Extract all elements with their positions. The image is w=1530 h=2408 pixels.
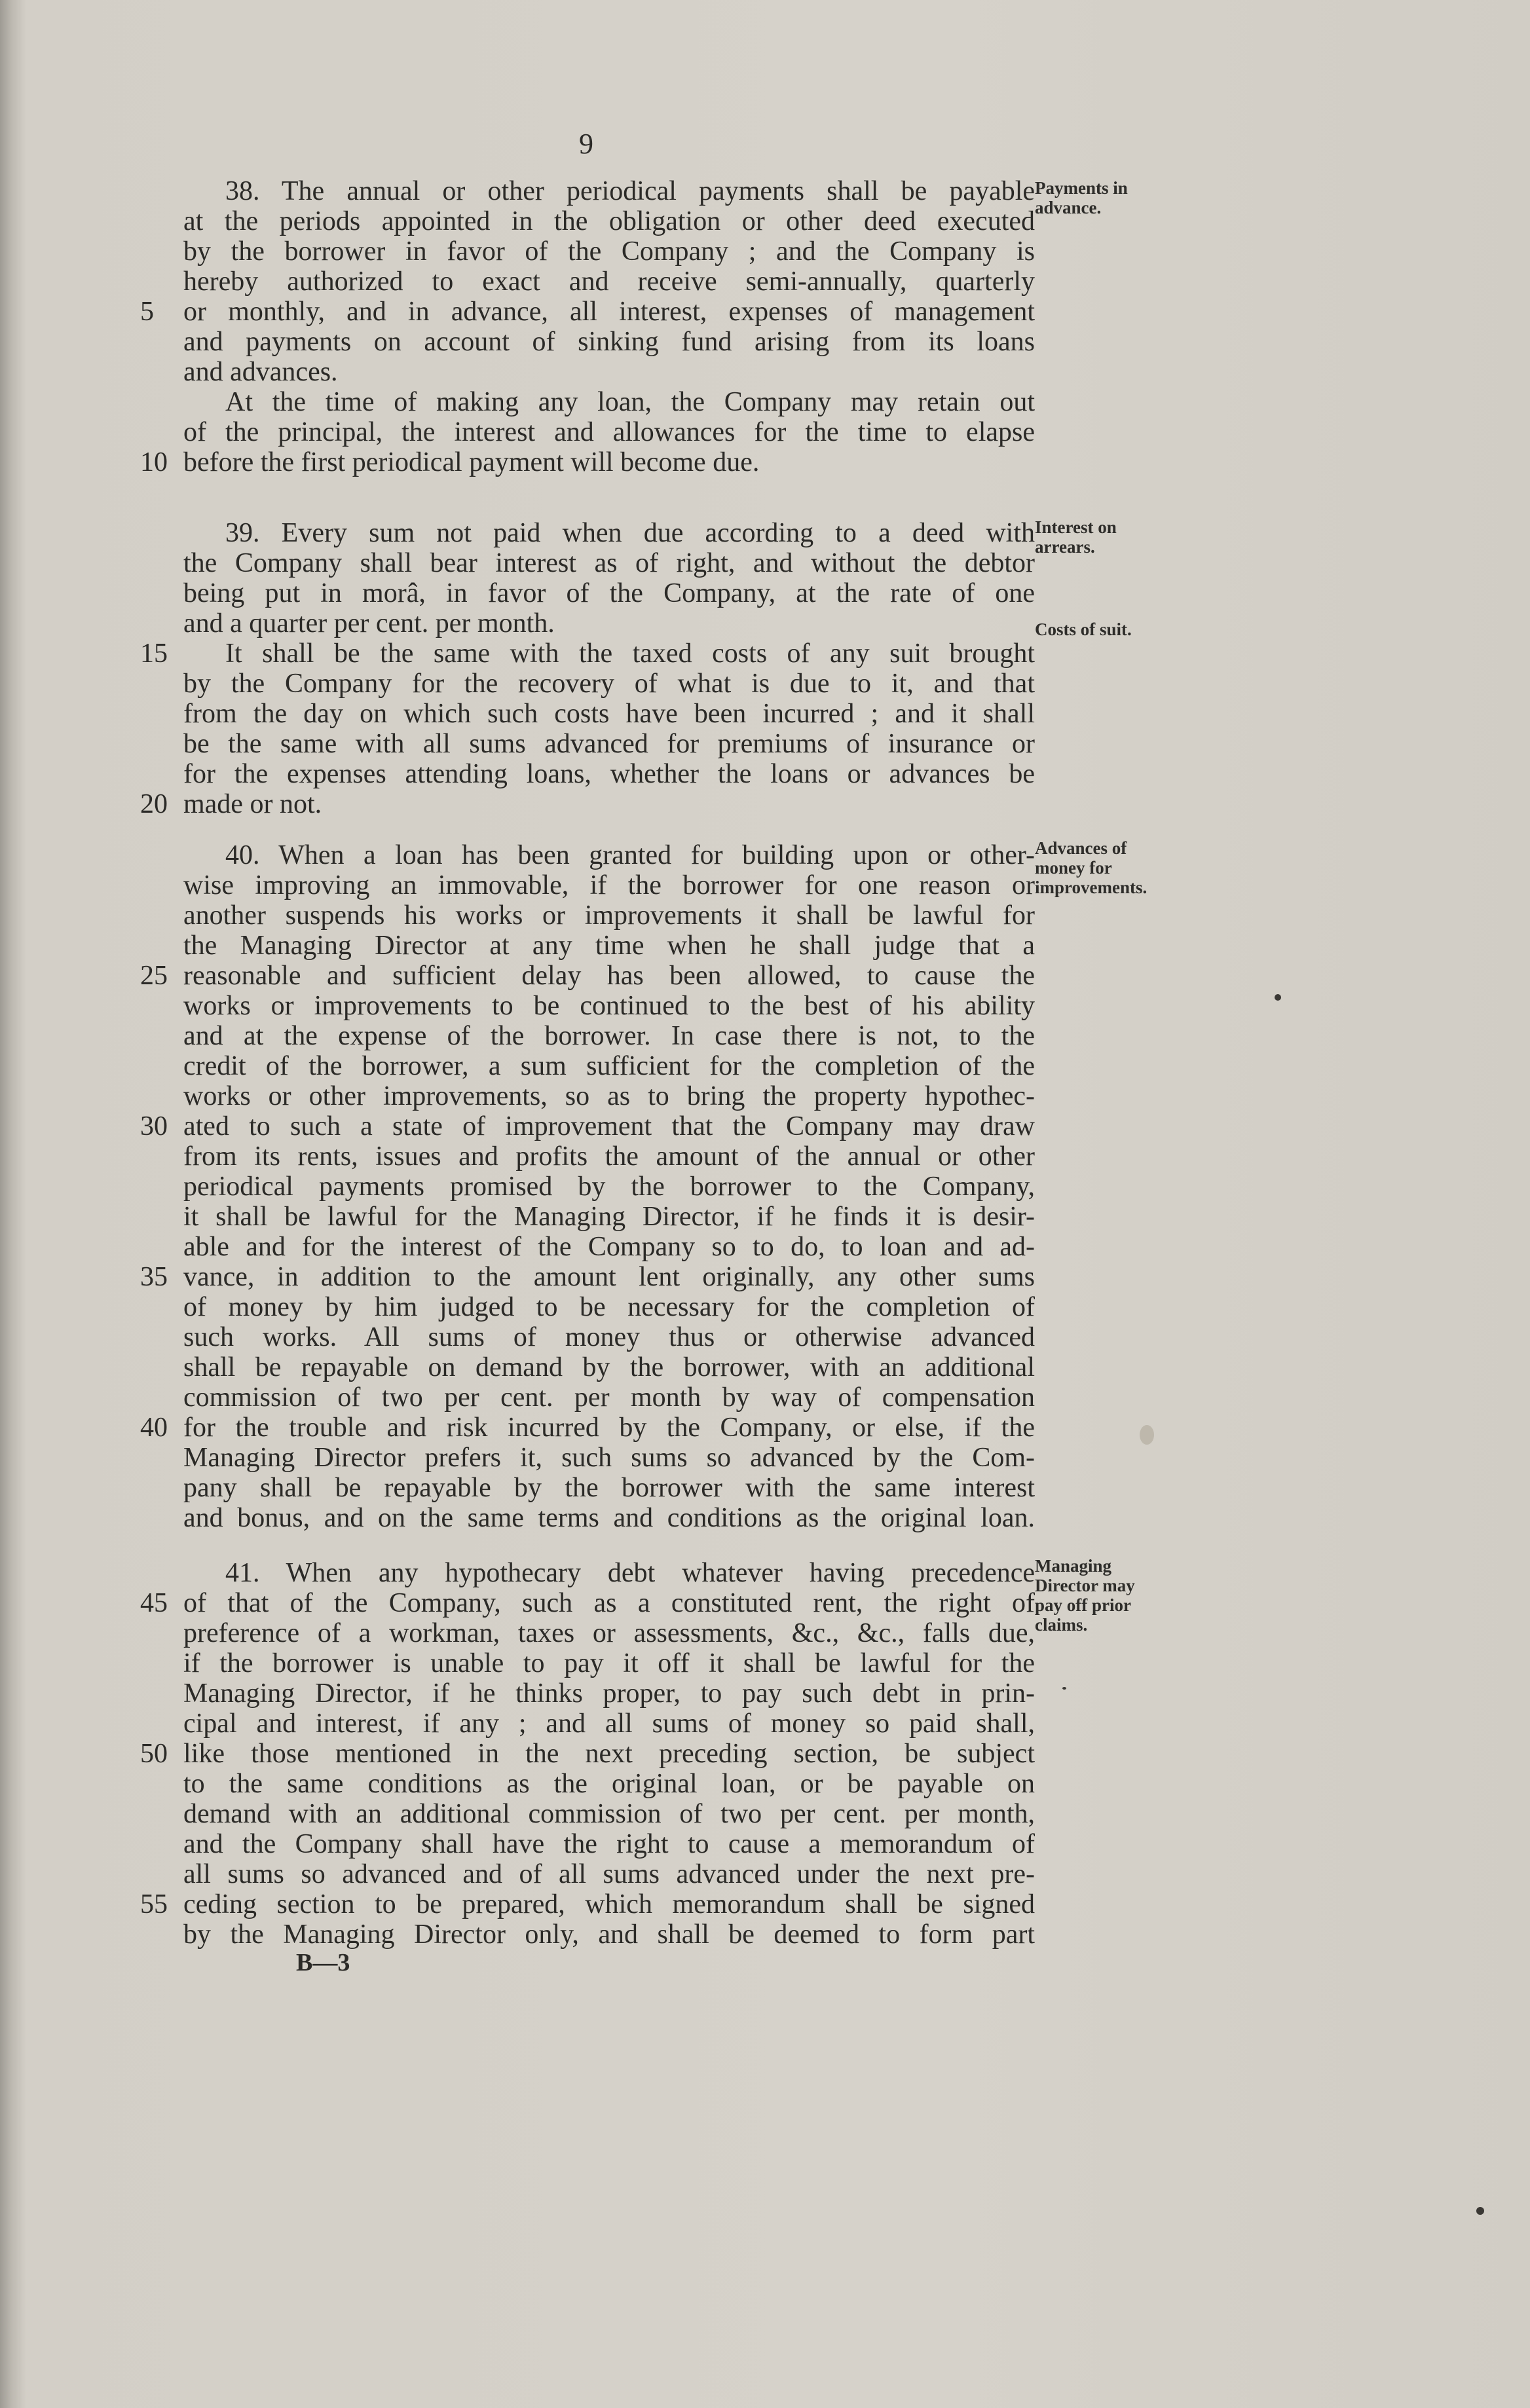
margin-note-costs-of-suit: Costs of suit. <box>1035 620 1132 639</box>
text-line: vance, in addition to the amount lent originally, any other sums <box>183 1262 1035 1292</box>
text-line: cipal and interest, if any ; and all sums of money so paid shall, <box>183 1709 1035 1739</box>
text-line: it shall be lawful for the Managing Director, if he finds it is desir- <box>183 1202 1035 1232</box>
text-line: works or improvements to be continued to the best of his ability <box>183 991 1035 1021</box>
text-line: and advances. <box>183 357 338 387</box>
paper-speck <box>1476 2207 1484 2215</box>
paper-speck <box>1062 1687 1066 1690</box>
text-line: being put in morâ, in favor of the Company, at the rate of one <box>183 578 1035 608</box>
text-line: able and for the interest of the Company so to do, to loan and ad- <box>183 1232 1035 1262</box>
text-line: 38. The annual or other periodical payments shall be payable <box>225 176 1035 206</box>
paper-speck <box>1275 994 1281 1001</box>
line-number: 30 <box>140 1111 168 1141</box>
text-line: and a quarter per cent. per month. <box>183 608 555 639</box>
text-line: and the Company shall have the right to cause a memorandum of <box>183 1829 1035 1859</box>
text-line: wise improving an immovable, if the borrower for one reason or <box>183 870 1035 900</box>
text-line: made or not. <box>183 789 322 819</box>
text-line: such works. All sums of money thus or otherwise advanced <box>183 1322 1035 1352</box>
text-line: the Managing Director at any time when he shall judge that a <box>183 931 1035 961</box>
text-line: Managing Director, if he thinks proper, to pay such debt in prin- <box>183 1678 1035 1709</box>
line-number: 35 <box>140 1262 168 1292</box>
text-line: 41. When any hypothecary debt whatever having precedence <box>225 1558 1035 1588</box>
text-line: all sums so advanced and of all sums advanced under the next pre- <box>183 1859 1035 1889</box>
page-number: 9 <box>579 128 593 160</box>
margin-note-payments-in-advance: Payments in advance. <box>1035 178 1128 217</box>
text-line: hereby authorized to exact and receive semi-annually, quarterly <box>183 267 1035 297</box>
line-number: 55 <box>140 1889 168 1919</box>
text-line: periodical payments promised by the borrower to the Company, <box>183 1172 1035 1202</box>
text-line: shall be repayable on demand by the borrower, with an additional <box>183 1352 1035 1382</box>
text-line: preference of a workman, taxes or assessments, &c., &c., falls due, <box>183 1618 1035 1648</box>
text-line: from the day on which such costs have been incurred ; and it shall <box>183 699 1035 729</box>
text-line: or monthly, and in advance, all interest, expenses of management <box>183 297 1035 327</box>
text-line: to the same conditions as the original loan, or be payable on <box>183 1769 1035 1799</box>
line-number: 5 <box>140 297 154 327</box>
text-line: from its rents, issues and profits the amount of the annual or other <box>183 1141 1035 1172</box>
text-line: by the borrower in favor of the Company ; and the Company is <box>183 236 1035 267</box>
text-line: for the trouble and risk incurred by the Company, or else, if the <box>183 1413 1035 1443</box>
margin-note-interest-on-arrears: Interest on arrears. <box>1035 517 1117 557</box>
line-number: 45 <box>140 1588 168 1618</box>
line-number: 50 <box>140 1739 168 1769</box>
line-number: 40 <box>140 1413 168 1443</box>
paper-stain <box>1140 1425 1154 1445</box>
text-line: and bonus, and on the same terms and conditions as the original loan. <box>183 1503 1035 1533</box>
line-number: 15 <box>140 639 168 669</box>
text-line: the Company shall bear interest as of right, and without the debtor <box>183 548 1035 578</box>
text-line: Managing Director prefers it, such sums so advanced by the Com- <box>183 1443 1035 1473</box>
text-line: another suspends his works or improvements it shall be lawful for <box>183 900 1035 931</box>
text-line: and payments on account of sinking fund arising from its loans <box>183 327 1035 357</box>
text-line: by the Managing Director only, and shall be deemed to form part <box>183 1919 1035 1950</box>
text-line: At the time of making any loan, the Company may retain out <box>225 387 1035 417</box>
text-line: ated to such a state of improvement that the Company may draw <box>183 1111 1035 1141</box>
text-line: like those mentioned in the next preceding section, be subject <box>183 1739 1035 1769</box>
margin-note-managing-director-pay-off: Managing Director may pay off prior claims. <box>1035 1556 1135 1635</box>
text-line: 40. When a loan has been granted for building upon or other- <box>225 840 1035 870</box>
text-line: if the borrower is unable to pay it off it shall be lawful for the <box>183 1648 1035 1678</box>
text-line: demand with an additional commission of two per cent. per month, <box>183 1799 1035 1829</box>
text-line: be the same with all sums advanced for premiums of insurance or <box>183 729 1035 759</box>
text-line: for the expenses attending loans, whether the loans or advances be <box>183 759 1035 789</box>
line-number: 20 <box>140 789 168 819</box>
text-line: by the Company for the recovery of what is due to it, and that <box>183 669 1035 699</box>
text-line: works or other improvements, so as to bring the property hypothec- <box>183 1081 1035 1111</box>
margin-note-advances-of-money: Advances of money for improvements. <box>1035 838 1148 897</box>
text-line: commission of two per cent. per month by way of compensation <box>183 1382 1035 1413</box>
text-line: 39. Every sum not paid when due according to a deed with <box>225 518 1035 548</box>
line-number: 25 <box>140 961 168 991</box>
signature-mark: B—3 <box>296 1949 350 1976</box>
text-line: credit of the borrower, a sum sufficient for the completion of the <box>183 1051 1035 1081</box>
text-line: of the principal, the interest and allowances for the time to elapse <box>183 417 1035 447</box>
line-number: 10 <box>140 447 168 477</box>
text-line: at the periods appointed in the obligation or other deed executed <box>183 206 1035 236</box>
text-line: of money by him judged to be necessary for the completion of <box>183 1292 1035 1322</box>
text-line: reasonable and sufficient delay has been allowed, to cause the <box>183 961 1035 991</box>
text-line: before the first periodical payment will become due. <box>183 447 760 477</box>
text-line: pany shall be repayable by the borrower with the same interest <box>183 1473 1035 1503</box>
text-line: of that of the Company, such as a constituted rent, the right of <box>183 1588 1035 1618</box>
text-line: ceding section to be prepared, which memorandum shall be signed <box>183 1889 1035 1919</box>
text-line: and at the expense of the borrower. In case there is not, to the <box>183 1021 1035 1051</box>
text-line: It shall be the same with the taxed costs of any suit brought <box>225 639 1035 669</box>
